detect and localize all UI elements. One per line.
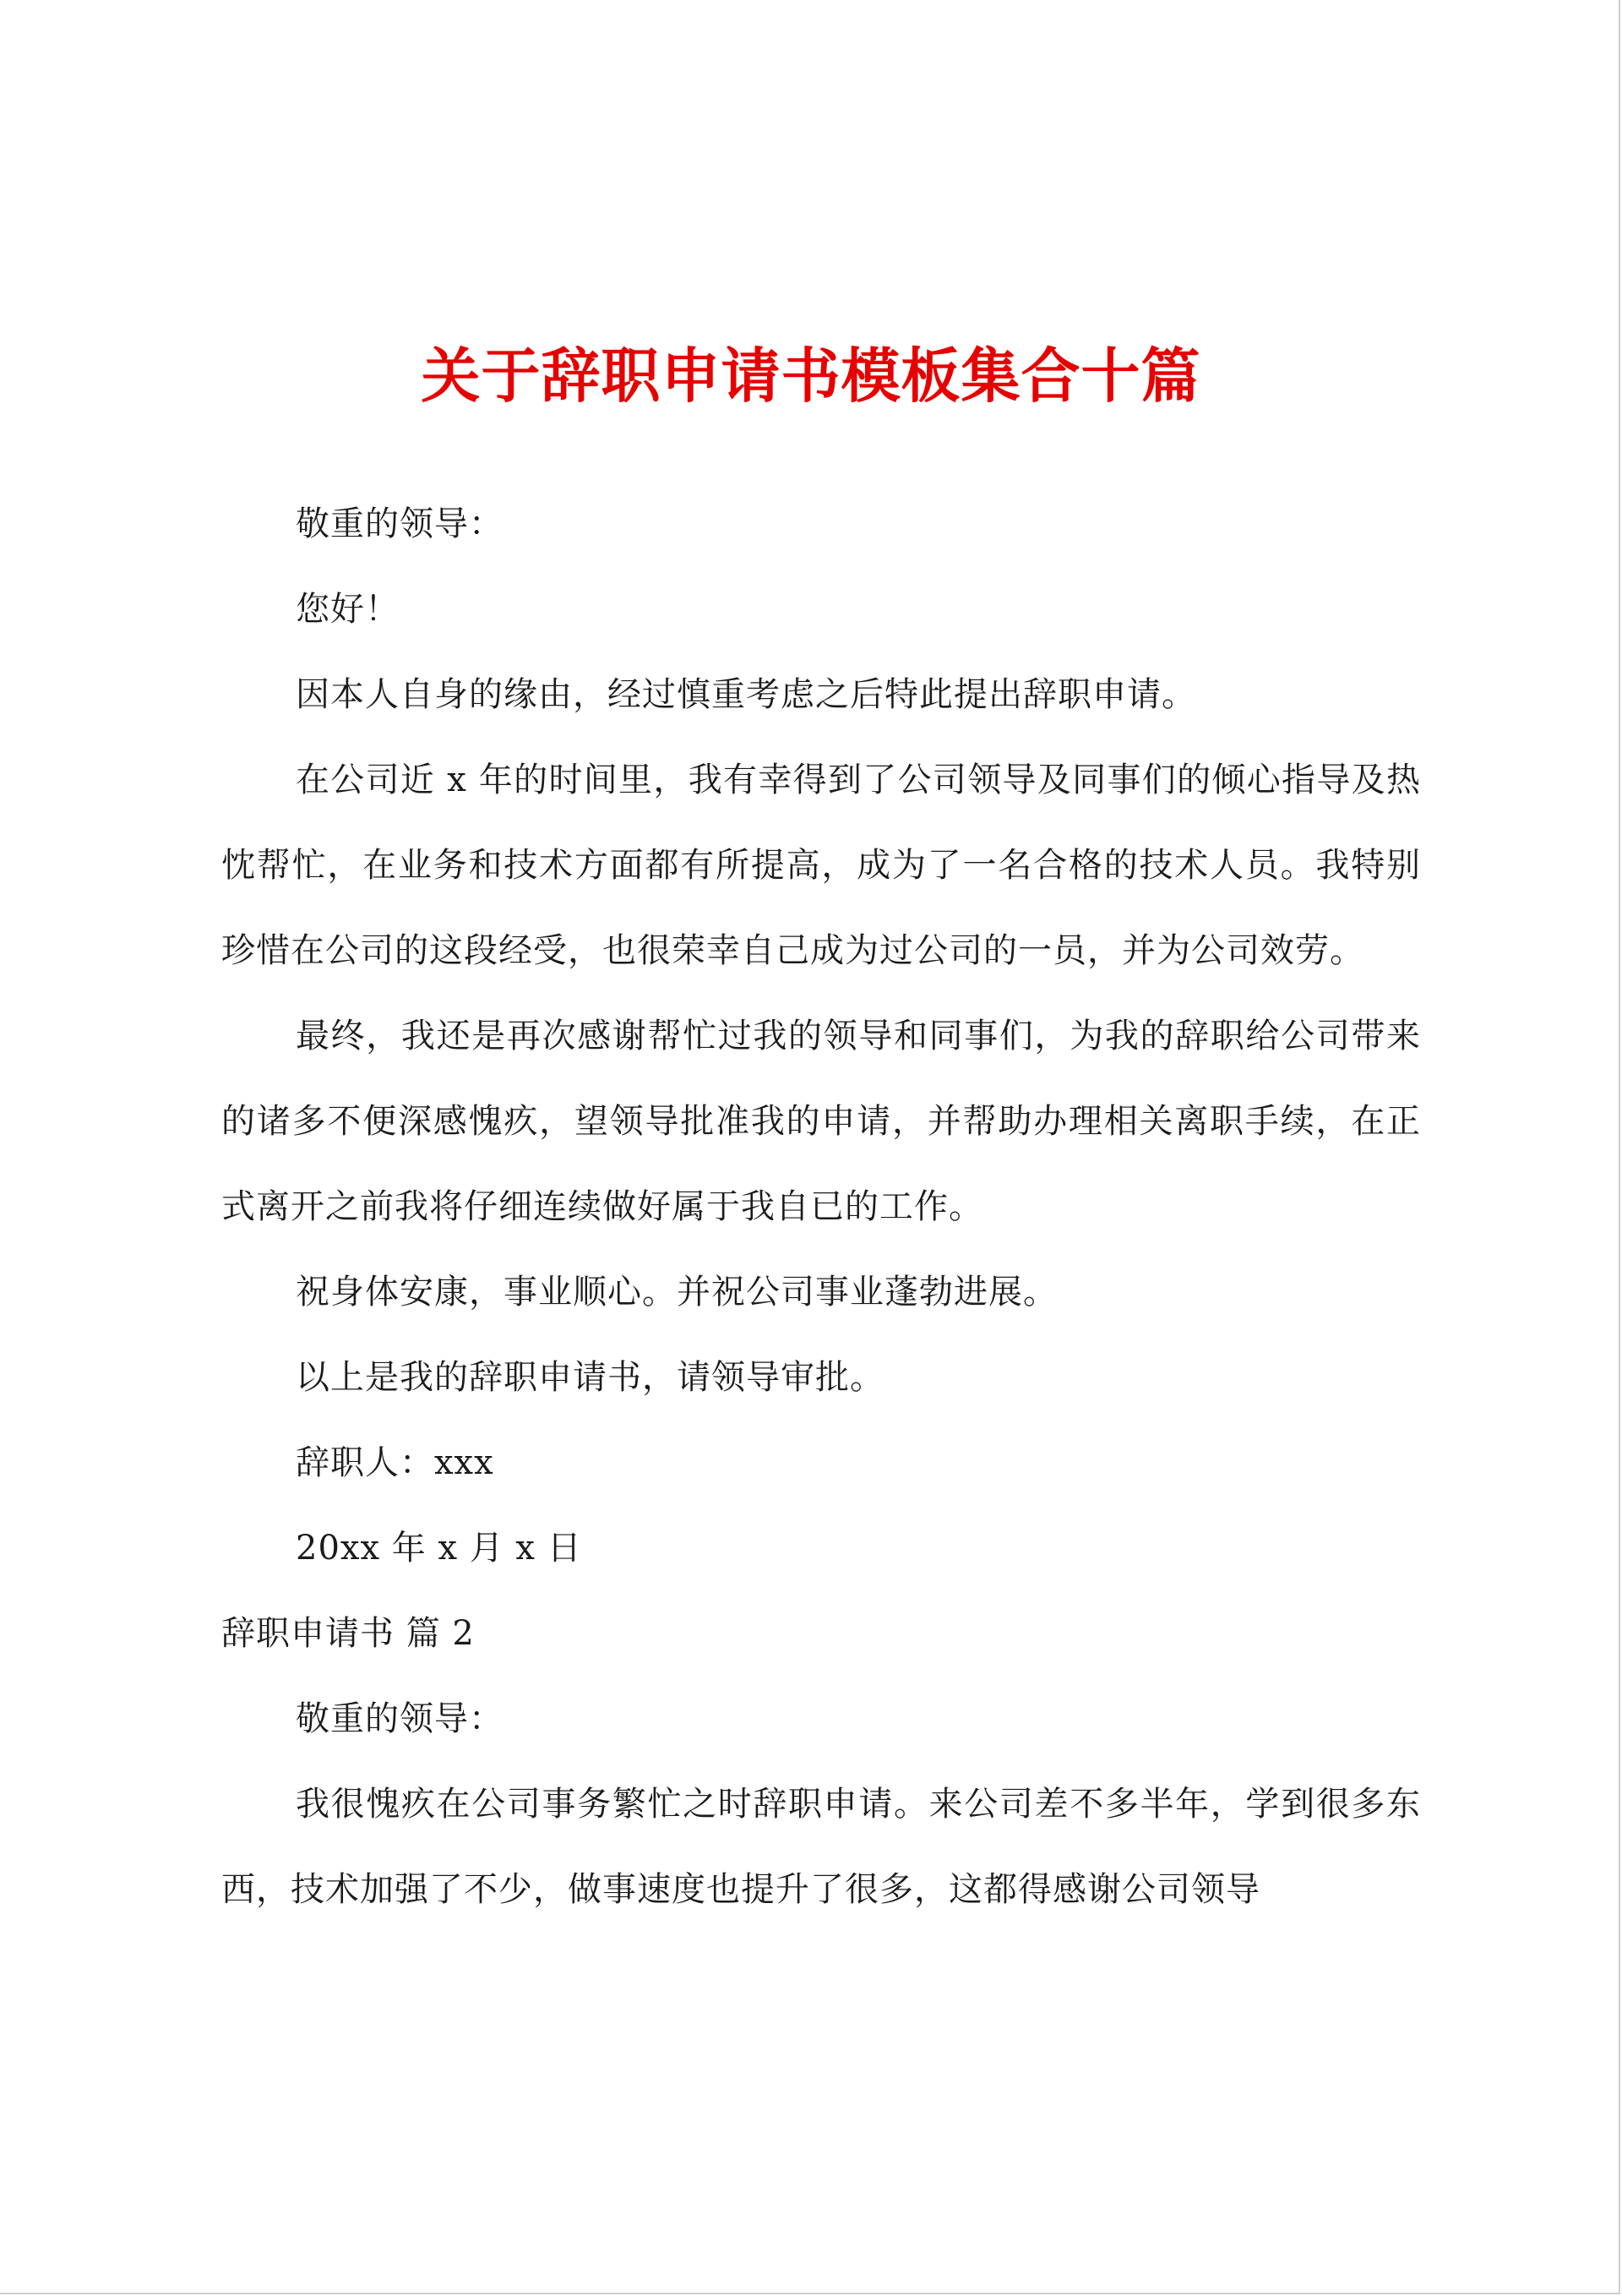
closing-wish-paragraph: 祝身体安康，事业顺心。并祝公司事业蓬勃进展。: [296, 1273, 1058, 1312]
closing-paragraph: 以上是我的辞职申请书，请领导审批。: [296, 1358, 884, 1397]
date-line: 20xx 年 x 月 x 日: [296, 1529, 582, 1568]
salutation-paragraph: 敬重的领导：: [296, 504, 503, 543]
document-title: 关于辞职申请书模板集合十篇: [421, 341, 1201, 411]
salutation-paragraph: 敬重的领导：: [296, 1699, 503, 1738]
greeting-paragraph: 您好！: [296, 590, 400, 629]
body-paragraph: 因本人自身的缘由，经过慎重考虑之后特此提出辞职申请。: [296, 675, 1196, 714]
signature-line: 辞职人：xxx: [296, 1443, 494, 1482]
body-paragraph: 最终，我还是再次感谢帮忙过我的领导和同事们，为我的辞职给公司带来的诸多不便深感愧疚，望领导批准我的申请，并帮助办理相关离职手续，在正式离开之前我将仔细连续做好属于我自已的工作。: [221, 1017, 1421, 1226]
document-body: [221, 482, 1421, 1933]
body-paragraph: 我很愧疚在公司事务繁忙之时辞职申请。来公司差不多半年，学到很多东西，技术加强了不少，做事速度也提升了很多，这都得感谢公司领导: [221, 1785, 1421, 1909]
section-heading: 辞职申请书 篇 2: [221, 1614, 475, 1653]
body-paragraph: 在公司近 x 年的时间里，我有幸得到了公司领导及同事们的倾心指导及热忱帮忙，在业务和技术方面都有所提高，成为了一名合格的技术人员。我特别珍惜在公司的这段经受，也很荣幸自己成为过公司的一员，并为公司效劳。: [221, 761, 1421, 970]
